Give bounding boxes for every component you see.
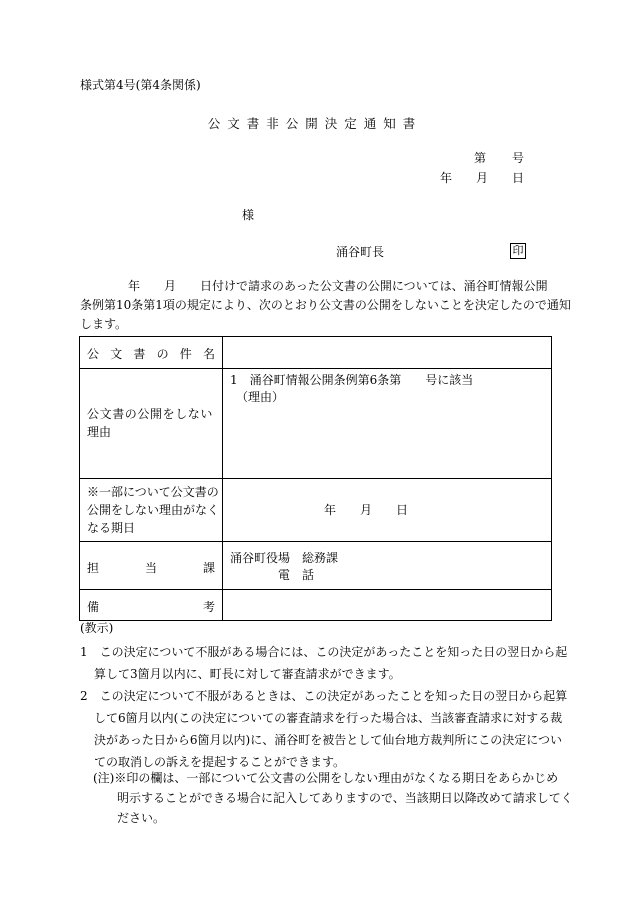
document-subject-field[interactable] bbox=[223, 337, 552, 369]
seal-stamp-box: 印 bbox=[510, 243, 526, 259]
label-line: 公文書の公開をしない bbox=[87, 407, 214, 421]
intro-paragraph bbox=[80, 277, 571, 334]
decision-table bbox=[79, 336, 552, 621]
label-line: 公開をしない理由がなく bbox=[87, 503, 220, 517]
label-cell bbox=[80, 369, 223, 479]
reason-label bbox=[87, 405, 213, 441]
remarks-label bbox=[87, 598, 215, 615]
note-line: して6箇月以内(この決定についての審査請求を行った場合は、当該審査請求に対する裁 bbox=[94, 711, 563, 725]
label-char: 公 bbox=[87, 347, 100, 361]
deadline-year: 年 bbox=[324, 503, 337, 517]
label-char: の bbox=[156, 347, 169, 361]
label-char: 備 bbox=[87, 600, 100, 614]
label-char: 文 bbox=[110, 347, 123, 361]
remarks-field[interactable] bbox=[223, 590, 552, 621]
intro-line: します。 bbox=[80, 317, 128, 331]
addressee-honorific: 様 bbox=[242, 208, 255, 222]
deadline-month: 月 bbox=[360, 503, 373, 517]
note-line: 算して3箇月以内に、町長に対して審査請求ができます。 bbox=[94, 667, 401, 681]
footnote-line: ださい。 bbox=[93, 811, 166, 825]
label-char: 課 bbox=[202, 561, 215, 575]
deadline-field[interactable] bbox=[223, 479, 552, 542]
note-line: 1 この決定について不服がある場合には、この決定があったことを知った日の翌日から起 bbox=[80, 645, 568, 659]
note-line: ての取消しの訴えを提起することができます。 bbox=[94, 755, 346, 769]
label-char: 当 bbox=[144, 561, 157, 575]
date-year: 年 bbox=[440, 171, 453, 185]
department-field[interactable] bbox=[223, 542, 552, 590]
sender-name: 涌谷町長 bbox=[336, 245, 385, 259]
date-day: 日 bbox=[512, 171, 525, 185]
value-line: 1 涌谷町情報公開条例第6条第 号に該当 bbox=[230, 373, 474, 387]
intro-line: 条例第10条第1項の規定により、次のとおり公文書の公開をしないことを決定したので通知 bbox=[80, 298, 571, 312]
label-char: 名 bbox=[202, 347, 215, 361]
instruction-heading: (教示) bbox=[80, 621, 114, 635]
value-line: 涌谷町役場 総務課 bbox=[230, 551, 339, 565]
label-char: 件 bbox=[179, 347, 192, 361]
label-line: ※一部について公文書の bbox=[87, 485, 219, 499]
label-cell bbox=[80, 337, 223, 369]
label-cell bbox=[80, 590, 223, 621]
label-char: 考 bbox=[202, 600, 215, 614]
table-row bbox=[80, 337, 552, 369]
label-cell bbox=[80, 479, 223, 542]
label-char: 書 bbox=[133, 347, 146, 361]
date-month: 月 bbox=[476, 171, 489, 185]
label-cell bbox=[80, 542, 223, 590]
value-line: （理由） bbox=[230, 390, 285, 404]
deadline-label bbox=[87, 483, 219, 537]
doc-number-prefix: 第 bbox=[474, 151, 487, 165]
reason-field[interactable] bbox=[223, 369, 552, 479]
instruction-notes bbox=[80, 641, 568, 773]
table-row bbox=[80, 590, 552, 621]
note-line: 2 この決定について不服があるときは、この決定があったことを知った日の翌日から起算 bbox=[80, 689, 568, 703]
label-char: 担 bbox=[87, 561, 100, 575]
label-line: 理由 bbox=[87, 425, 112, 439]
department-label bbox=[87, 559, 215, 576]
doc-number-suffix: 号 bbox=[512, 151, 525, 165]
footnote-line: 明示することができる場合に記入してありますので、当該期日以降改めて請求してく bbox=[93, 791, 573, 805]
value-line: 電 話 bbox=[230, 568, 315, 582]
footnote bbox=[93, 768, 573, 828]
intro-line: 年 月 日付けで請求のあった公文書の公開については、涌谷町情報公開 bbox=[80, 279, 548, 293]
table-row bbox=[80, 542, 552, 590]
document-title: 公文書非公開決定通知書 bbox=[207, 116, 423, 131]
reason-text bbox=[230, 372, 473, 406]
department-text bbox=[230, 550, 338, 584]
form-number: 様式第4号(第4条関係) bbox=[80, 78, 201, 92]
note-line: 決があった日から6箇月以内)に、涌谷町を被告として仙台地方裁判所にこの決定につい bbox=[94, 733, 562, 747]
label-line: なる期日 bbox=[87, 521, 136, 535]
table-row bbox=[80, 369, 552, 479]
deadline-day: 日 bbox=[396, 503, 409, 517]
document-subject-label bbox=[87, 345, 215, 362]
footnote-line: (注)※印の欄は、一部について公文書の公開をしない理由がなくなる期日をあらかじめ bbox=[93, 771, 559, 785]
table-row bbox=[80, 479, 552, 542]
